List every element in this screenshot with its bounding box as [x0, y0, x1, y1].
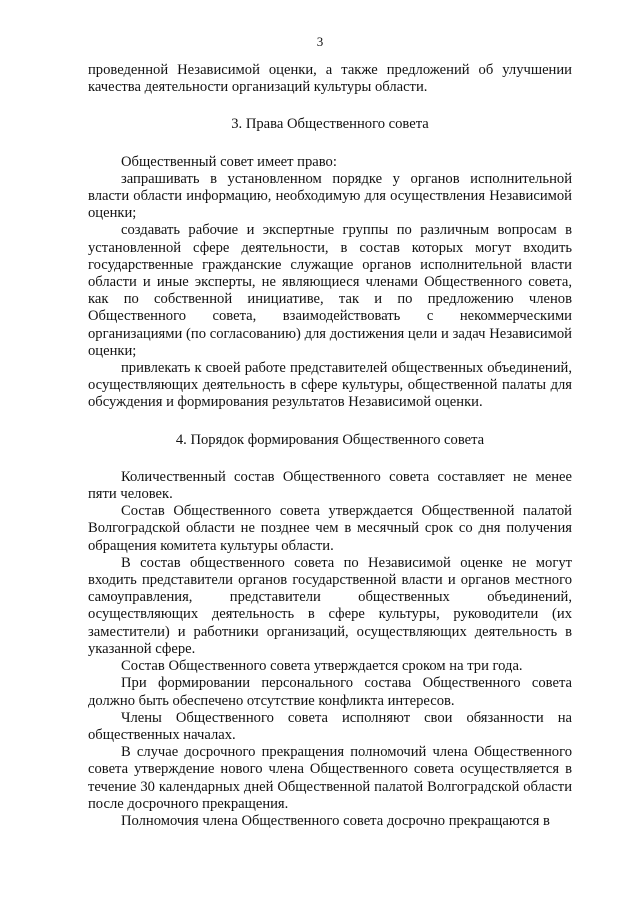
section-4-paragraph: Полномочия члена Общественного совета досрочно прекращаются в [121, 812, 550, 829]
section-4-paragraph: Состав Общественного совета утверждается Общественной палатой Волгоградской области не позднее чем в месячный срок со дня получения обращения комитета культуры области. [88, 503, 572, 554]
section-4-paragraph: Количественный состав Общественного совета составляет не менее пяти человек. [88, 468, 572, 503]
intro-paragraph: проведенной Независимой оценки, а также предложений об улучшении качества деятельности организаций культуры области. [88, 62, 572, 96]
section-3-heading: 3. Права Общественного совета [231, 116, 429, 133]
section-4-paragraph: В состав общественного совета по Независимой оценке не могут входить представители органов государственной власти и органов местного самоуправления, представители общественных объединений, осуществляющих деятельность в сфере культуры, руководители (их заместители) и работники организаций, осуществляющих деятельность в указанной сфере. [88, 554, 572, 657]
section-3-paragraph: создавать рабочие и экспертные группы по различным вопросам в установленной сфере деятельности, в состав которых могут входить государственные гражданские служащие органов исполнительной власти области и иные эксперты, не являющиеся членами Общественного совета, как по собственной инициативе, так и по предложению членов Общественного совета, взаимодействовать с некоммерческими организациями (по согласованию) для достижения цели и задач Независимой оценки; [88, 222, 572, 359]
section-4-paragraph: В случае досрочного прекращения полномочий члена Общественного совета утверждение нового члена Общественного совета осуществляется в течение 30 календарных дней Общественной палатой Волгоградской области после досрочного прекращения. [88, 744, 572, 812]
section-4-heading: 4. Порядок формирования Общественного совета [175, 431, 485, 448]
section-3-paragraph: привлекать к своей работе представителей общественных объединений, осуществляющих деятельность в сфере культуры, общественной палаты для обсуждения и формирования результатов Независимой оценки. [88, 360, 572, 411]
section-4-paragraph: При формировании персонального состава Общественного совета должно быть обеспечено отсутствие конфликта интересов. [88, 675, 572, 709]
page-number: 3 [316, 34, 324, 49]
section-4-paragraph: Состав Общественного совета утверждается сроком на три года. [121, 658, 523, 675]
section-4-paragraph: Члены Общественного совета исполняют свои обязанности на общественных началах. [88, 709, 572, 743]
document-body [88, 62, 572, 830]
section-3-paragraph: запрашивать в установленном порядке у органов исполнительной власти области информацию, необходимую для осуществления Независимой оценки; [88, 170, 572, 222]
section-3-paragraph: Общественный совет имеет право: [121, 153, 337, 170]
